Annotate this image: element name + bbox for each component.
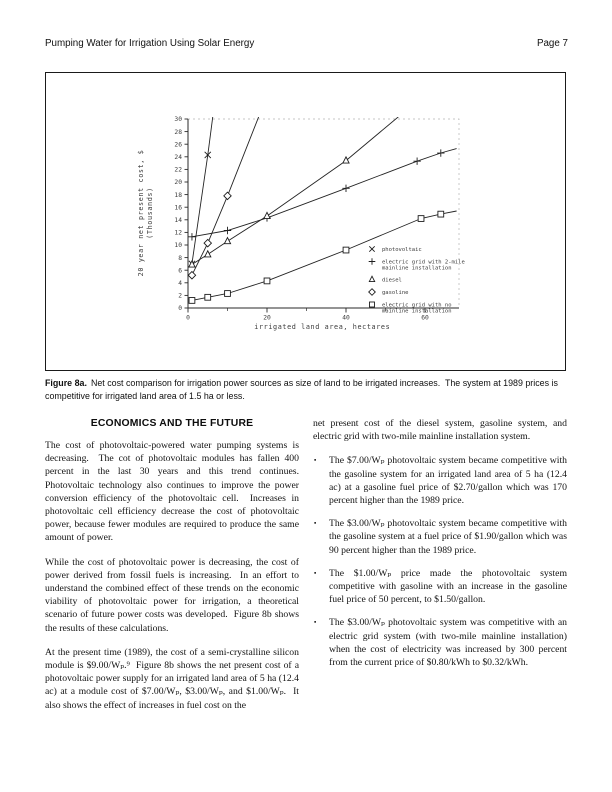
- svg-text:16: 16: [174, 204, 182, 212]
- page-number: Page 7: [536, 38, 568, 49]
- bullet-item: [313, 517, 570, 557]
- bullet-item: [313, 567, 570, 607]
- figure-caption-text: Net cost comparison for irrigation power sources as size of land to be irrigated increases. The system at 1989 prices is competitive for irrigated land area of 1.5 ha or less.: [45, 378, 561, 401]
- y-axis-title: 20 year net present cost, $: [137, 149, 145, 277]
- bullet-text: The $3.00/Wₚ photovoltaic system was competitive with an electric grid system (with two-mile mainline installation) when the cost of electricity was increased by 300 percent from the current price of $0.80/kWh to $0.32/kWh.: [329, 617, 570, 669]
- svg-text:40: 40: [342, 314, 350, 322]
- svg-text:26: 26: [174, 141, 182, 149]
- chart-frame: [188, 119, 459, 308]
- svg-text:mainline installation: mainline installation: [382, 308, 452, 315]
- section-heading: ECONOMICS AND THE FUTURE: [90, 418, 254, 429]
- running-title: Pumping Water for Irrigation Using Solar Energy: [45, 38, 255, 49]
- svg-text:photovoltaic: photovoltaic: [382, 247, 422, 253]
- right-column: [313, 417, 570, 723]
- chart-series: [188, 113, 456, 304]
- paragraph: The cost of photovoltaic-powered water pumping systems is decreasing. The cot of photovoltaic modules has fallen 400 percent in the last 30 years and this trend continues. Photovoltaic technology also continues to improve the power conversion efficiency of the photovoltaic cell. Increases in photovoltaic cell efficiency decrease the cost of photovoltaic power, because fewer modules are required to produce the same amount of power.: [45, 440, 304, 544]
- svg-text:2: 2: [178, 292, 182, 300]
- svg-text:14: 14: [174, 217, 182, 224]
- svg-text:30: 30: [174, 116, 182, 124]
- figure-8a-box: [45, 72, 566, 371]
- svg-text:12: 12: [174, 229, 182, 237]
- bullet-text: The $7.00/Wₚ photovoltaic system became competitive with the gasoline system for an irrigated land area of 5 ha (12.4 ac) at a gasoline fuel price of $2.70/gallon which was 170 percent higher than the 1989 price.: [329, 455, 570, 507]
- svg-text:20: 20: [174, 179, 182, 187]
- svg-text:22: 22: [174, 166, 182, 174]
- svg-text:mainline installation: mainline installation: [382, 265, 452, 272]
- svg-text:10: 10: [174, 242, 182, 250]
- bullet-square-icon: ▪: [314, 520, 317, 528]
- bullet-item: [313, 454, 570, 507]
- figure-caption: [45, 377, 567, 402]
- bullet-item: [313, 616, 570, 669]
- svg-text:electric grid with 2-mile: electric grid with 2-mile: [382, 259, 465, 266]
- chart-legend: [369, 246, 465, 314]
- svg-text:0: 0: [186, 314, 190, 322]
- bullet-text: The $3.00/Wₚ photovoltaic system became competitive with the gasoline system at a fuel price of $1.90/gallon which was 90 percent higher than the 1989 price.: [329, 518, 570, 556]
- figure-caption-label: Figure 8a.: [45, 378, 87, 388]
- svg-text:60: 60: [421, 314, 429, 322]
- y-axis: [174, 116, 188, 312]
- svg-text:diesel: diesel: [382, 277, 402, 284]
- svg-text:8: 8: [178, 254, 182, 262]
- svg-text:0: 0: [178, 305, 182, 313]
- bullet-square-icon: ▪: [314, 569, 317, 577]
- page-header: [45, 38, 568, 49]
- paragraph: At the present time (1989), the cost of a semi-crystalline silicon module is $9.00/Wₚ.⁹ Figure 8b shows the net present cost of a photovoltaic power supply for an irrigated land area of 5 ha (12.4 ac) at a module cost of $7.00/Wₚ, $3.00/Wₚ, and $1.00/Wₚ. It also shows the effect of increases in fuel cost on the: [45, 646, 302, 711]
- svg-text:gasoline: gasoline: [382, 290, 409, 296]
- bullet-text: The $1.00/Wₚ price made the photovoltaic system competitive with gasoline with an increase in the gasoline fuel price of 50 percent, to $1.50/gallon.: [329, 567, 570, 606]
- y-axis-title: (Thousands): [146, 187, 154, 239]
- paragraph: net present cost of the diesel system, gasoline system, and electric grid with two-mile mainline installation system.: [313, 418, 570, 443]
- body-columns: [45, 417, 570, 723]
- x-axis-title: irrigated land area, hectares: [254, 323, 391, 331]
- svg-text:24: 24: [174, 154, 182, 161]
- figure-8a-chart: [46, 73, 565, 370]
- svg-text:6: 6: [178, 267, 182, 275]
- bullet-square-icon: ▪: [314, 457, 317, 465]
- svg-text:electric grid with no: electric grid with no: [382, 302, 452, 309]
- svg-text:4: 4: [178, 280, 182, 287]
- svg-text:20: 20: [263, 314, 271, 322]
- paragraph: While the cost of photovoltaic power is decreasing, the cost of power derived from fossil fuels is increasing. In an effort to understand the combined effect of these trends on the economic viability of photovoltaic power for irrigation, a theoretical scenario of future power costs was developed. Figure 8b shows the results of these calculations.: [45, 556, 302, 634]
- svg-text:18: 18: [174, 191, 182, 199]
- svg-text:28: 28: [174, 128, 182, 136]
- left-column: [45, 417, 304, 723]
- bullet-square-icon: ▪: [314, 619, 317, 627]
